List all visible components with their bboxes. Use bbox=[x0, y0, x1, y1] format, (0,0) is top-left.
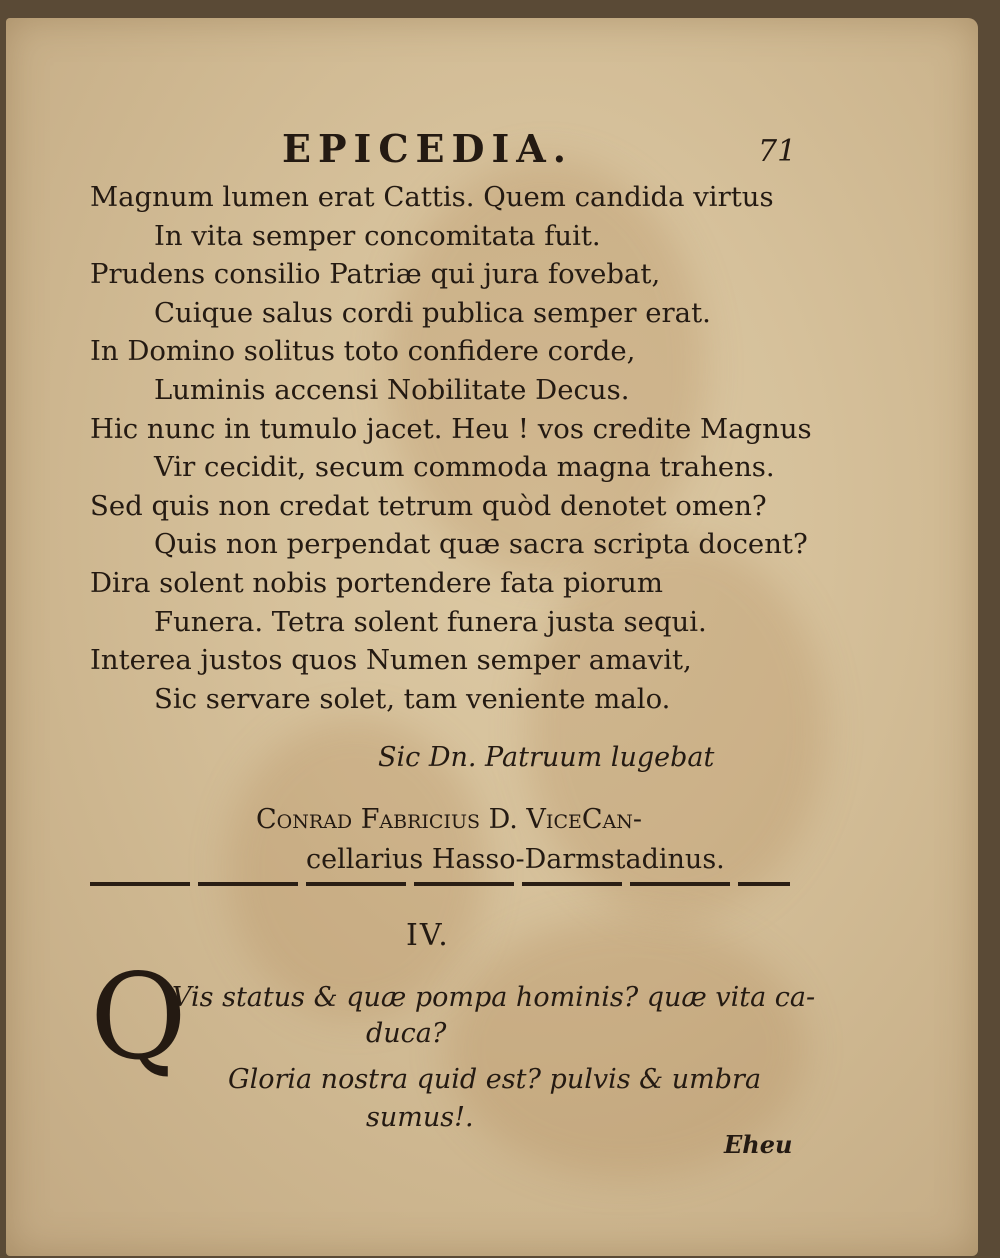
author-name: Conrad Fabricius D. ViceCan- bbox=[256, 804, 642, 835]
poem-line: Funera. Tetra solent funera justa sequi. bbox=[154, 605, 707, 638]
poem-line: In vita semper concomitata fuit. bbox=[154, 219, 601, 252]
poem-line: Prudens consilio Patriæ qui jura fovebat, bbox=[90, 258, 661, 291]
poem-line: Quis non perpendat quæ sacra scripta docent? bbox=[154, 528, 808, 561]
poem-line: Cuique salus cordi publica semper erat. bbox=[154, 296, 711, 329]
poem-line: Sed quis non credat tetrum quòd denotet omen? bbox=[90, 489, 767, 522]
poem-body bbox=[90, 178, 850, 718]
poem-line: Dira solent nobis portendere fata piorum bbox=[90, 566, 663, 599]
section-number: IV. bbox=[406, 918, 450, 953]
poem-line: Interea justos quos Numen semper amavit, bbox=[90, 644, 692, 677]
drop-cap: Q bbox=[90, 948, 187, 1086]
author-title: cellarius Hasso-Darmstadinus. bbox=[306, 844, 725, 875]
poem-line: Luminis accensi Nobilitate Decus. bbox=[154, 373, 630, 406]
running-head: EPICEDIA. bbox=[282, 126, 573, 171]
poem-line: Vir cecidit, secum commoda magna trahens. bbox=[154, 451, 775, 484]
page-number: 71 bbox=[758, 134, 797, 169]
verse-line: Vis status & quæ pompa hominis? quæ vita ca- bbox=[172, 982, 816, 1013]
section-divider bbox=[90, 882, 790, 886]
verse-line: Gloria nostra quid est? pulvis & umbra bbox=[228, 1064, 762, 1095]
catchword: Eheu bbox=[724, 1130, 793, 1159]
poem-line: Sic servare solet, tam veniente malo. bbox=[154, 682, 671, 715]
page-header bbox=[6, 126, 978, 176]
poem-line: Magnum lumen erat Cattis. Quem candida virtus bbox=[90, 181, 774, 213]
verse-line: sumus!. bbox=[366, 1102, 474, 1133]
attribution-intro: Sic Dn. Patruum lugebat bbox=[378, 742, 715, 773]
poem-line: Hic nunc in tumulo jacet. Heu ! vos credite Magnus bbox=[90, 412, 812, 445]
book-page bbox=[6, 18, 978, 1256]
poem-line: In Domino solitus toto confidere corde, bbox=[90, 335, 636, 368]
verse-line: duca? bbox=[366, 1018, 447, 1049]
